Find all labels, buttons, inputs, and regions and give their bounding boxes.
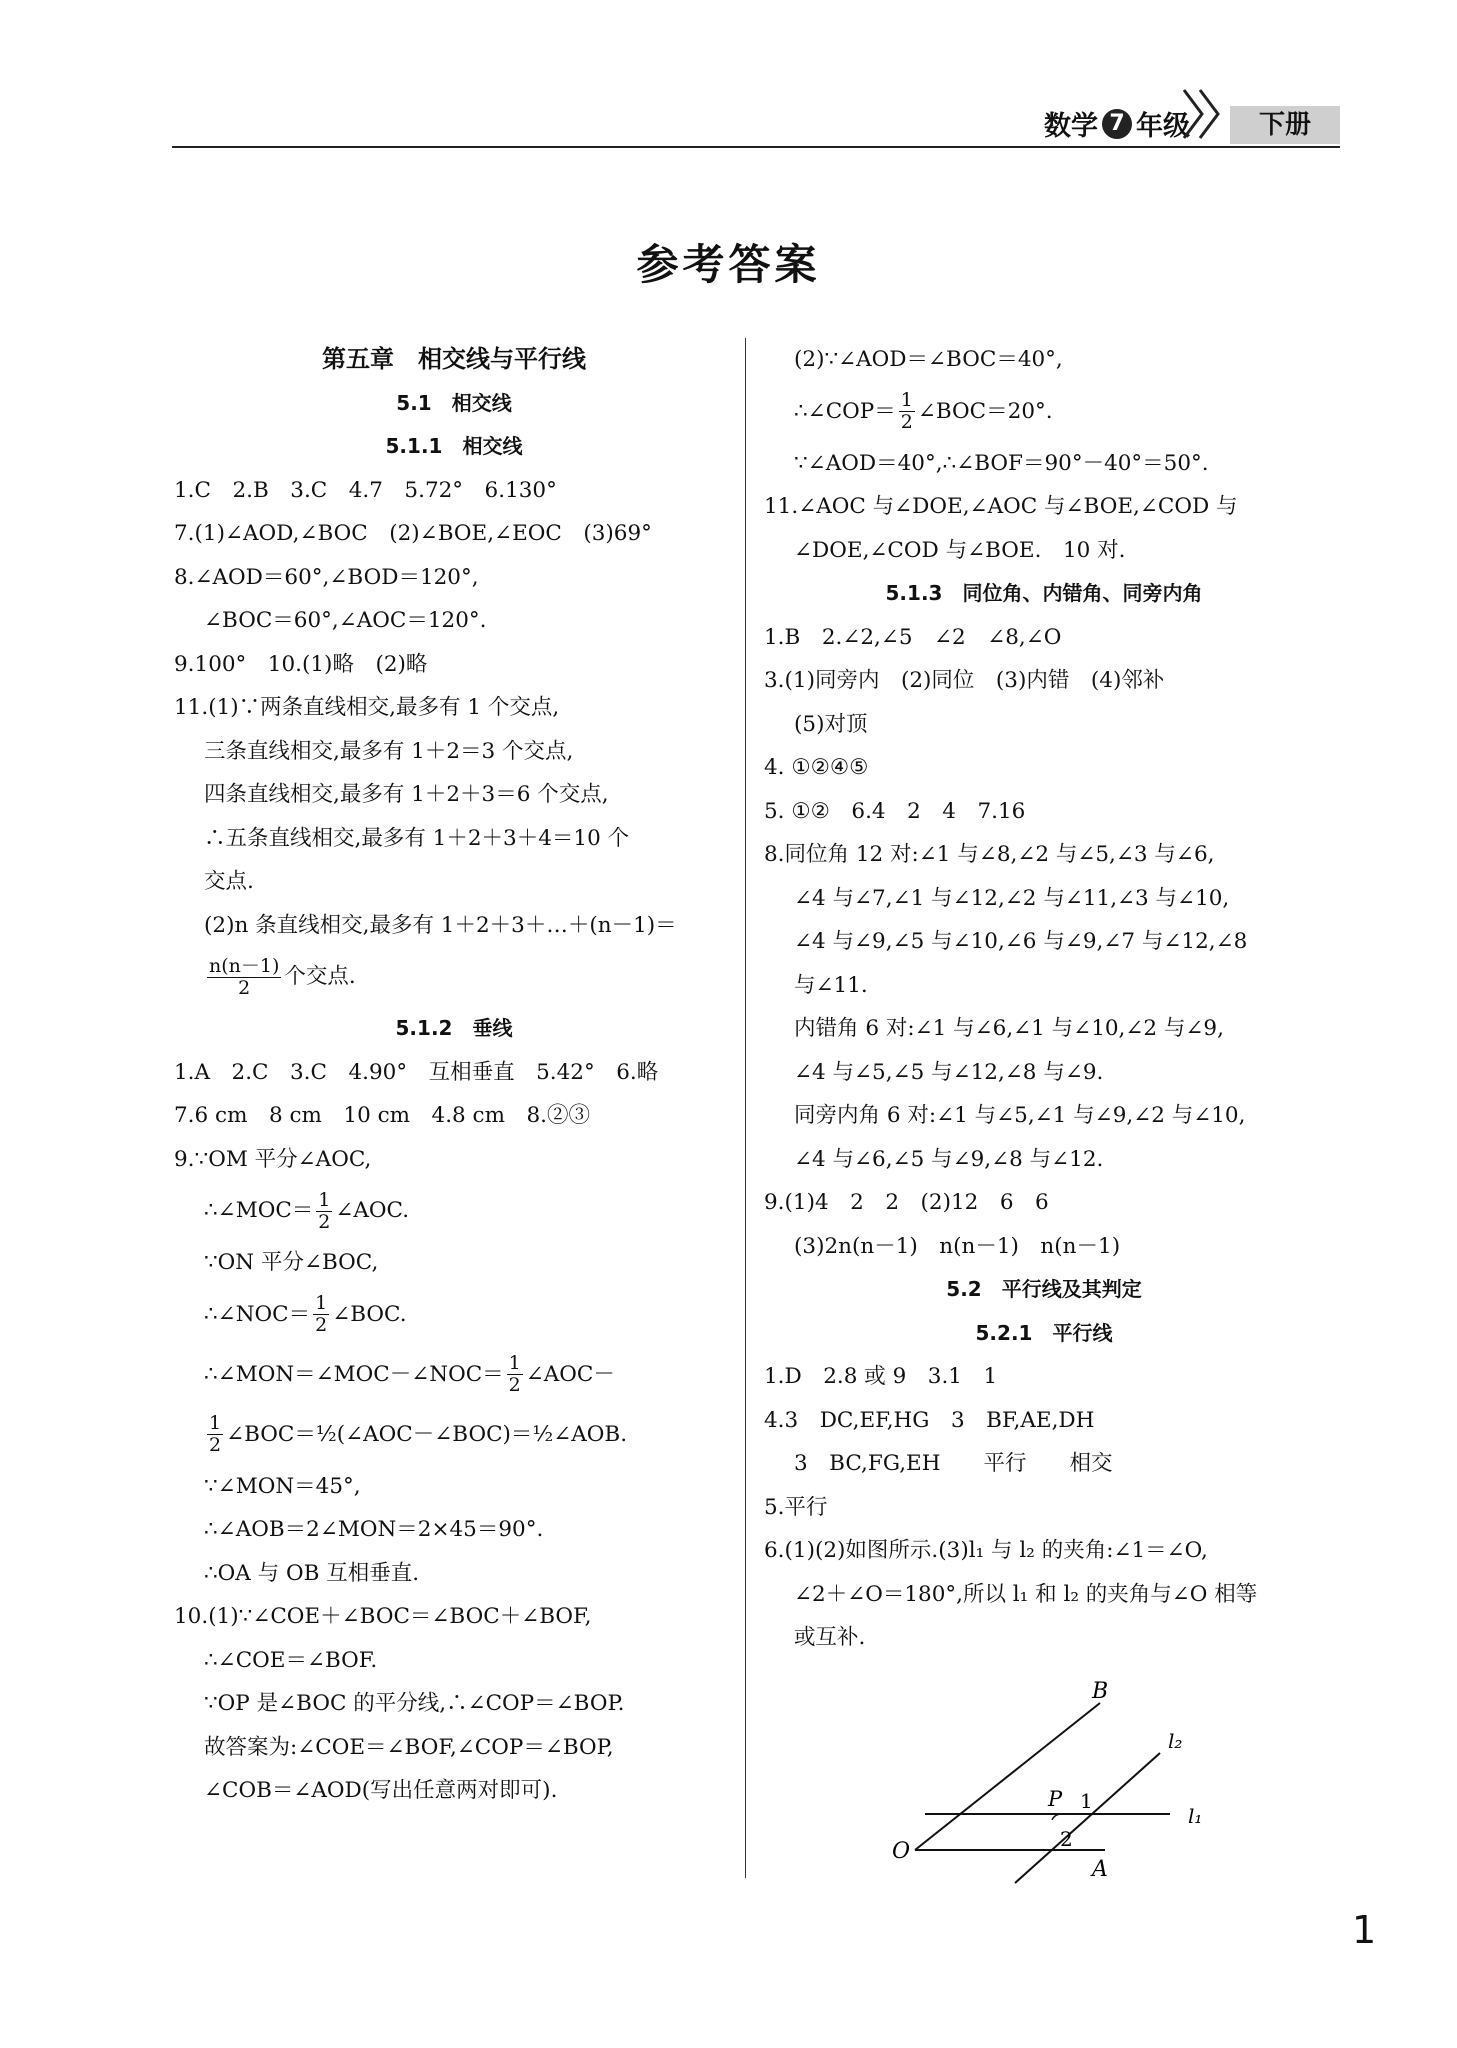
answer-line: ∴∠AOB＝2∠MON＝2×45＝90°. [204,1517,544,1542]
fraction-denominator: 2 [209,1434,222,1456]
answer-line: 交点. [204,869,254,894]
answer-line: 11.∠AOC 与∠DOE,∠AOC 与∠BOE,∠COD 与 [764,494,1238,519]
fraction-denominator: 2 [318,1210,331,1233]
answer-line: 与∠11. [794,972,868,998]
answer-line [764,382,1324,442]
label-B: B [1092,1679,1109,1704]
answer-text: ∴∠MON＝∠MOC－∠NOC＝ [204,1361,504,1387]
fraction-numerator: 1 [508,1352,521,1375]
fraction-numerator: 1 [315,1292,328,1315]
fraction [899,390,915,433]
answer-line: (3)2n(n－1) n(n－1) n(n－1) [794,1233,1121,1259]
answer-line: ∵∠AOD＝40°,∴∠BOF＝90°－40°＝50°. [794,450,1209,476]
answer-line: ∠COB＝∠AOD(写出任意两对即可). [204,1778,558,1803]
answer-line: (5)对顶 [794,711,868,737]
answer-line: 5.平行 [764,1494,828,1520]
fraction-denominator: 2 [238,976,251,999]
answer-line: 同旁内角 6 对:∠1 与∠5,∠1 与∠9,∠2 与∠10, [794,1103,1246,1128]
answer-line [174,1181,734,1241]
section-heading: 5.2 平行线及其判定 [946,1277,1142,1301]
answer-line: 5. ①② 6.4 2 4 7.16 [764,798,1026,824]
answer-line: ∵ON 平分∠BOC, [204,1250,379,1275]
section-heading: 第五章 相交线与平行线 [322,345,586,373]
answer-text: ∴∠COP＝ [794,398,896,424]
label-angle-2: 2 [1060,1827,1073,1851]
answer-text: ∴∠NOC＝ [204,1301,311,1327]
column-divider [745,338,746,1878]
section-heading: 5.1.2 垂线 [395,1016,513,1040]
fraction [316,1190,332,1233]
label-A: A [1092,1857,1108,1882]
fraction [507,1353,523,1396]
answer-line [174,947,734,1007]
answer-line: 7.6 cm 8 cm 10 cm 4.8 cm 8.②③ [174,1103,590,1128]
answer-line: 1.C 2.B 3.C 4.7 5.72° 6.130° [174,477,557,503]
answer-line: ∴OA 与 OB 互相垂直. [204,1560,420,1586]
answer-line: 内错角 6 对:∠1 与∠6,∠1 与∠10,∠2 与∠9, [794,1016,1224,1041]
answer-text: ∠BOC. [332,1301,407,1327]
answer-line: ∠4 与∠9,∠5 与∠10,∠6 与∠9,∠7 与∠12,∠8 [794,929,1248,954]
fraction [207,1413,223,1456]
answer-text: ∠BOC＝½(∠AOC－∠BOC)＝½∠AOB. [226,1421,628,1447]
fraction-denominator: 2 [315,1314,328,1336]
answer-line: 三条直线相交,最多有 1＋2＝3 个交点, [204,738,574,764]
answer-line: ∠DOE,∠COD 与∠BOE. 10 对. [794,537,1126,563]
answer-line: 4.3 DC,EF,HG 3 BF,AE,DH [764,1407,1095,1433]
answer-line: 7.(1)∠AOD,∠BOC (2)∠BOE,∠EOC (3)69° [174,521,652,546]
answer-line: 10.(1)∵∠COE＋∠BOC＝∠BOC＋∠BOF, [174,1604,592,1629]
label-l1: l₁ [1188,1804,1203,1828]
answer-line: 8.同位角 12 对:∠1 与∠8,∠2 与∠5,∠3 与∠6, [764,842,1215,867]
answer-line: 8.∠AOD＝60°,∠BOD＝120°, [174,564,479,590]
section-heading: 5.1.3 同位角、内错角、同旁内角 [885,581,1203,605]
line-l2 [1015,1753,1160,1883]
answer-line: ∠4 与∠6,∠5 与∠9,∠8 与∠12. [794,1146,1104,1172]
section-heading: 5.1 相交线 [396,390,512,415]
answer-line: ∴∠COE＝∠BOF. [204,1647,378,1673]
answer-line: 6.(1)(2)如图所示.(3)l₁ 与 l₂ 的夹角:∠1＝∠O, [764,1538,1208,1563]
section-heading: 5.1.1 相交线 [385,434,523,458]
double-chevron-icon [1180,82,1228,142]
answer-line [174,1285,734,1345]
label-l2: l₂ [1168,1729,1183,1753]
label-P: P [1048,1787,1063,1811]
answer-line: 3 BC,FG,EH 平行 相交 [794,1451,1113,1476]
subject-label [1044,104,1190,143]
fraction [207,956,281,999]
answer-line: 11.(1)∵两条直线相交,最多有 1 个交点, [174,695,560,720]
fraction-numerator: 1 [900,389,913,412]
term-label: 下册 [1230,106,1340,144]
parallel-lines-diagram [870,1668,1220,1893]
answer-line: ∠BOC＝60°,∠AOC＝120°. [204,608,487,633]
answer-line: 9.(1)4 2 2 (2)12 6 6 [764,1190,1049,1215]
answer-line: 9.100° 10.(1)略 (2)略 [174,651,428,677]
answer-line: ∵OP 是∠BOC 的平分线,∴∠COP＝∠BOP. [204,1691,625,1716]
answer-line: ∵∠MON＝45°, [204,1473,361,1499]
answer-text: ∴∠MOC＝ [204,1198,314,1223]
grade-number-badge: 7 [1102,109,1132,139]
page-title: 参考答案 [636,240,821,289]
fraction [313,1293,329,1336]
answer-text: ∠AOC. [335,1198,410,1223]
section-heading: 5.2.1 平行线 [975,1320,1113,1345]
fraction-denominator: 2 [508,1374,521,1396]
answer-line: 或互补. [794,1625,866,1650]
answer-text: ∠AOC－ [525,1361,615,1387]
answer-line: ∠2＋∠O＝180°,所以 l₁ 和 l₂ 的夹角与∠O 相等 [794,1581,1258,1607]
page-number: 1 [1352,1908,1377,1952]
right-column [764,338,1324,1660]
answer-line: 1.D 2.8 或 9 3.1 1 [764,1364,998,1389]
answer-line: 4. ①②④⑤ [764,755,869,780]
answer-line [174,1345,734,1405]
answer-text: 个交点. [284,964,356,989]
label-O: O [892,1839,911,1864]
answer-line: 故答案为:∠COE＝∠BOF,∠COP＝∠BOP, [204,1734,614,1760]
subject-text: 数学 [1044,111,1098,142]
answer-line: ∴五条直线相交,最多有 1＋2＋3＋4＝10 个 [204,825,630,851]
left-column [174,338,734,1813]
answer-line: 四条直线相交,最多有 1＋2＋3＝6 个交点, [204,782,609,807]
fraction-numerator: 1 [209,1412,222,1435]
answer-line: ∠4 与∠5,∠5 与∠12,∠8 与∠9. [794,1059,1104,1085]
fraction-denominator: 2 [900,411,913,433]
answer-line: 3.(1)同旁内 (2)同位 (3)内错 (4)邻补 [764,668,1165,693]
page-header [172,100,1340,148]
answer-text: ∠BOC＝20°. [917,398,1053,424]
answer-line: 9.∵OM 平分∠AOC, [174,1146,372,1172]
answer-line [174,1405,734,1465]
answer-line: (2)∵∠AOD＝∠BOC＝40°, [794,347,1063,372]
label-angle-1: 1 [1080,1789,1093,1813]
grade-text: 年级 [1136,111,1190,142]
answer-line: 1.A 2.C 3.C 4.90° 互相垂直 5.42° 6.略 [174,1059,659,1085]
answer-line: 1.B 2.∠2,∠5 ∠2 ∠8,∠O [764,624,1062,650]
answer-line: (2)n 条直线相交,最多有 1＋2＋3＋…＋(n－1)＝ [204,912,677,938]
fraction-numerator: n(n－1) [209,954,280,977]
fraction-numerator: 1 [318,1188,331,1211]
answer-line: ∠4 与∠7,∠1 与∠12,∠2 与∠11,∠3 与∠10, [794,885,1230,911]
